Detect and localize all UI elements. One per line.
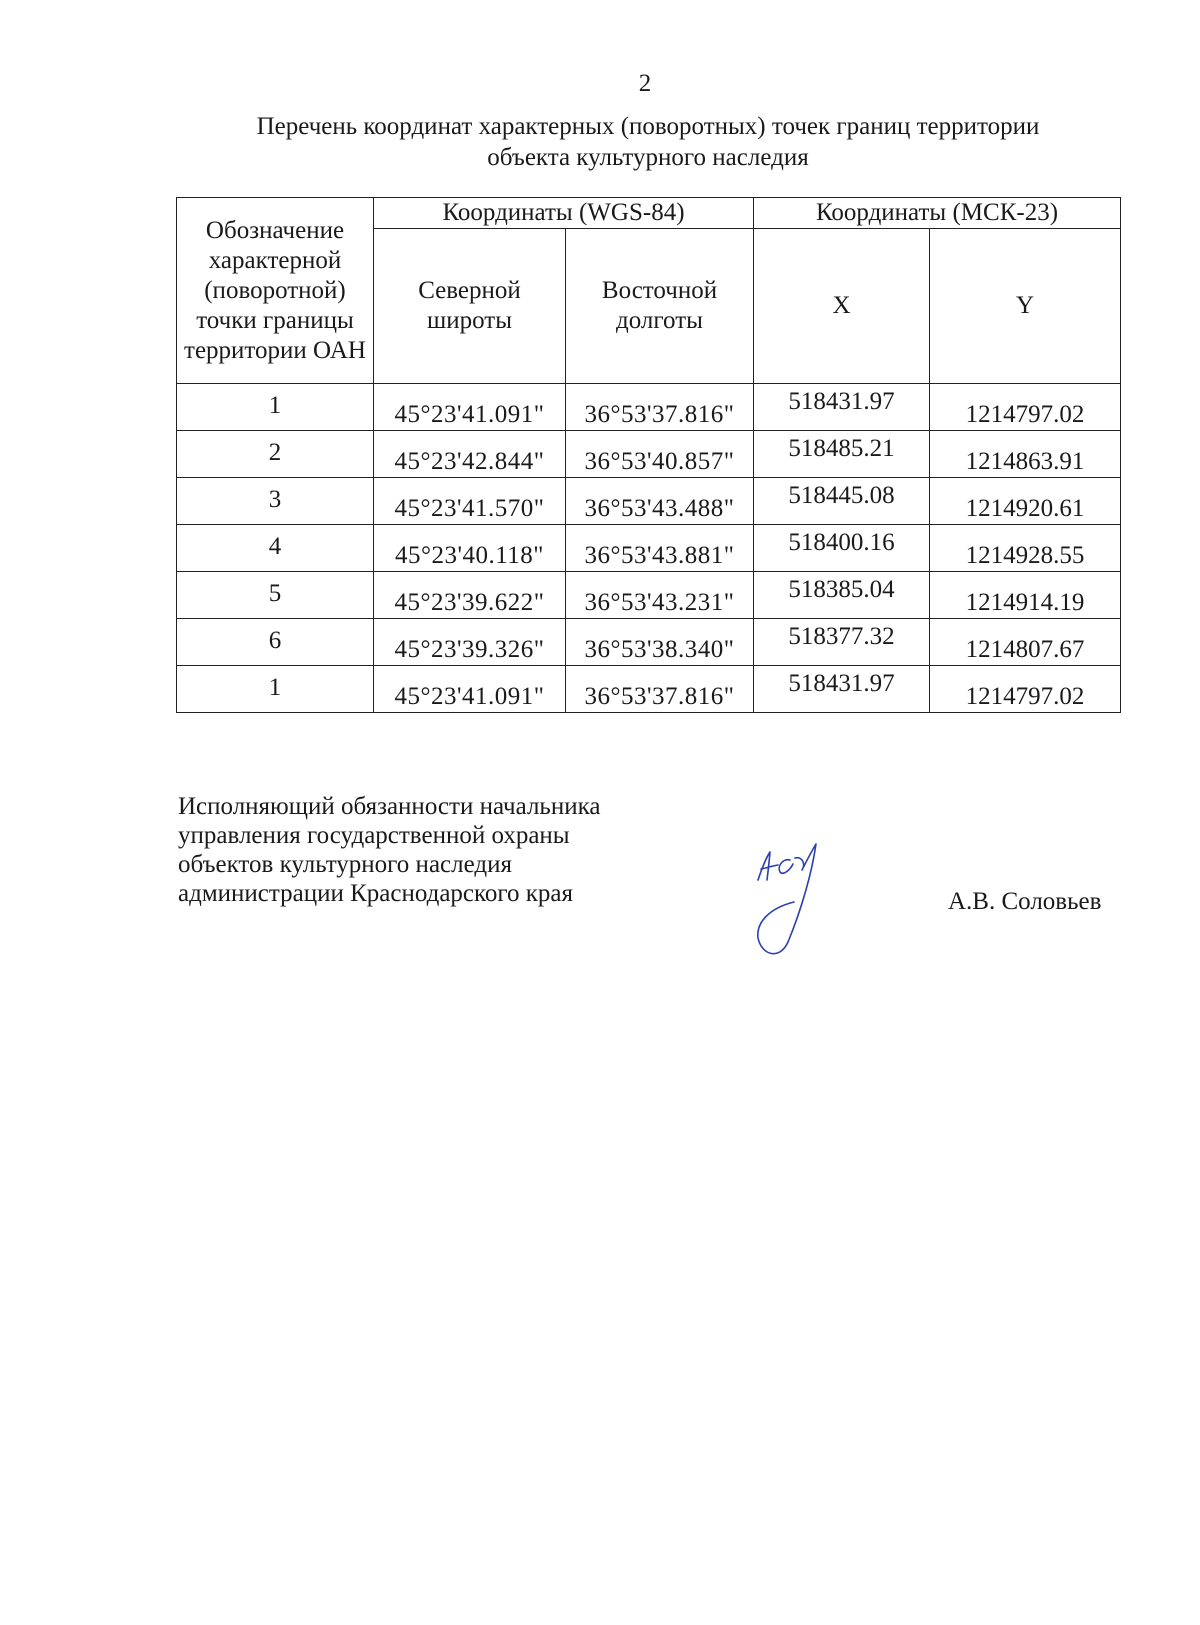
cell-x: 518400.16 <box>754 525 930 572</box>
cell-north-latitude: 45°23'41.570" <box>374 478 566 525</box>
cell-north-latitude: 45°23'42.844" <box>374 431 566 478</box>
cell-east-longitude: 36°53'38.340" <box>566 619 754 666</box>
cell-x: 518431.97 <box>754 384 930 431</box>
cell-east-longitude: 36°53'43.881" <box>566 525 754 572</box>
position-line-3: объектов культурного наследия <box>178 851 512 878</box>
cell-east-longitude: 36°53'40.857" <box>566 431 754 478</box>
position-line-4: администрации Краснодарского края <box>178 880 574 907</box>
cell-y: 1214863.91 <box>930 431 1121 478</box>
cell-x: 518385.04 <box>754 572 930 619</box>
coordinates-table <box>176 197 1121 713</box>
header-y: Y <box>930 229 1121 384</box>
cell-east-longitude: 36°53'37.816" <box>566 384 754 431</box>
cell-x: 518485.21 <box>754 431 930 478</box>
cell-y: 1214797.02 <box>930 666 1121 713</box>
cell-north-latitude: 45°23'41.091" <box>374 384 566 431</box>
cell-point: 2 <box>177 431 374 478</box>
cell-point: 6 <box>177 619 374 666</box>
cell-east-longitude: 36°53'37.816" <box>566 666 754 713</box>
header-msk23-group: Координаты (МСК-23) <box>754 198 1121 229</box>
cell-east-longitude: 36°53'43.488" <box>566 478 754 525</box>
cell-point: 5 <box>177 572 374 619</box>
page-number: 2 <box>638 70 652 97</box>
cell-x: 518431.97 <box>754 666 930 713</box>
table-row <box>177 572 1121 619</box>
signatory-position <box>178 792 600 908</box>
cell-x: 518377.32 <box>754 619 930 666</box>
table-row <box>177 431 1121 478</box>
table-body <box>177 384 1121 713</box>
cell-y: 1214920.61 <box>930 478 1121 525</box>
document-title <box>178 111 1118 173</box>
cell-north-latitude: 45°23'39.326" <box>374 619 566 666</box>
cell-y: 1214797.02 <box>930 384 1121 431</box>
position-line-2: управления государственной охраны <box>178 822 570 849</box>
cell-east-longitude: 36°53'43.231" <box>566 572 754 619</box>
cell-point: 3 <box>177 478 374 525</box>
cell-north-latitude: 45°23'40.118" <box>374 525 566 572</box>
table-row <box>177 619 1121 666</box>
table-row <box>177 478 1121 525</box>
header-east-longitude: Восточной долготы <box>566 229 754 384</box>
header-point-designation: Обозначение характерной (поворотной) точки границы территории ОАН <box>177 198 374 384</box>
title-line-2: объекта культурного наследия <box>487 144 809 171</box>
cell-y: 1214807.67 <box>930 619 1121 666</box>
cell-north-latitude: 45°23'41.091" <box>374 666 566 713</box>
cell-point: 4 <box>177 525 374 572</box>
table-row <box>177 384 1121 431</box>
table-row <box>177 525 1121 572</box>
cell-y: 1214928.55 <box>930 525 1121 572</box>
position-line-1: Исполняющий обязанности начальника <box>178 793 601 820</box>
cell-point: 1 <box>177 666 374 713</box>
header-north-latitude: Северной широты <box>374 229 566 384</box>
signer-name: А.В. Соловьев <box>948 888 1102 915</box>
cell-point: 1 <box>177 384 374 431</box>
header-x: X <box>754 229 930 384</box>
table-row <box>177 666 1121 713</box>
cell-north-latitude: 45°23'39.622" <box>374 572 566 619</box>
title-line-1: Перечень координат характерных (поворотных) точек границ территории <box>256 113 1040 140</box>
cell-y: 1214914.19 <box>930 572 1121 619</box>
header-wgs84-group: Координаты (WGS-84) <box>374 198 754 229</box>
handwritten-signature <box>750 838 850 963</box>
cell-x: 518445.08 <box>754 478 930 525</box>
